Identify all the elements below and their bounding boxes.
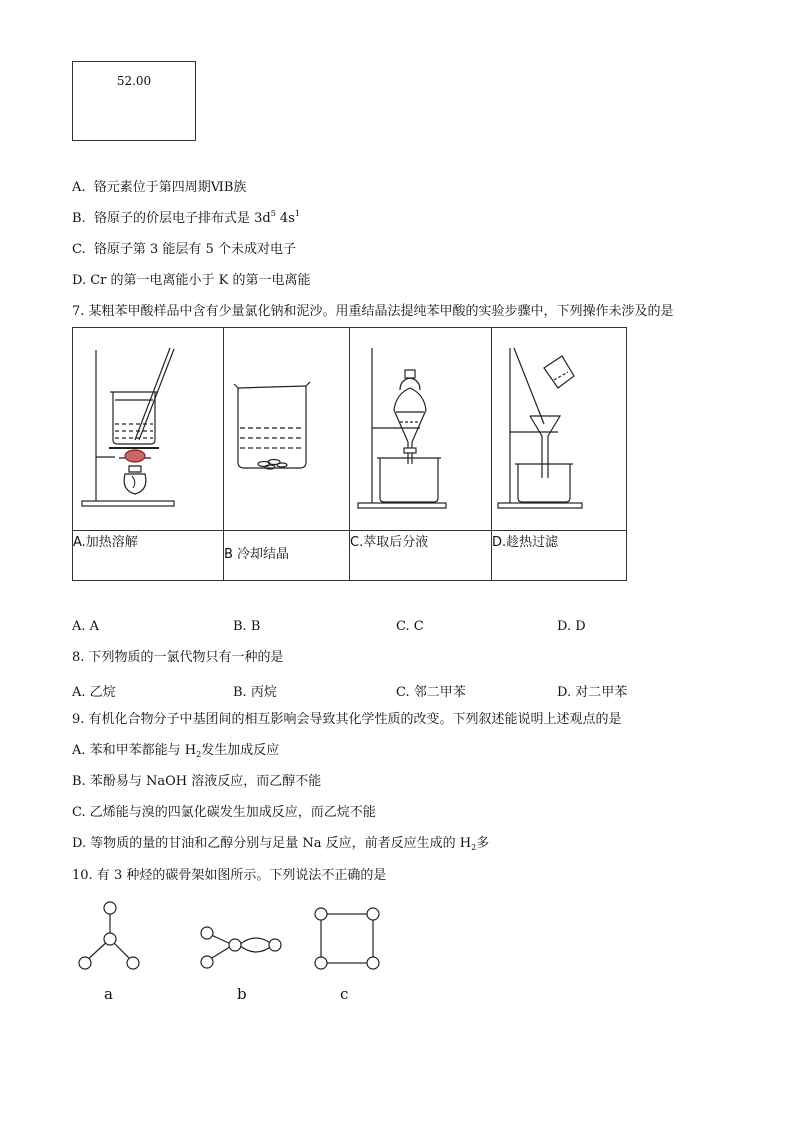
caption-a: A.加热溶解 [73,531,224,581]
apparatus-table [72,327,627,581]
subscript: 2 [471,843,477,852]
skeleton-label-c: c [340,985,349,1003]
skeleton-b-atom [229,939,241,951]
skeleton-c-atom [367,908,379,920]
option-text: Cr 的第一电离能小于 K 的第一电离能 [90,273,311,288]
skeleton-label-a: a [104,985,113,1003]
q9-stem: 9. 有机化合物分子中基团间的相互影响会导致其化学性质的改变。下列叙述能说明上述观点的是 [72,712,622,727]
option-text: A. 苯和甲苯都能与 H [72,743,197,758]
skeleton-b-atom [201,927,213,939]
hot-filtration-diagram [492,328,626,526]
value-text: 52.00 [116,74,152,88]
q6-option-a [72,180,246,196]
option-label: A. [72,180,86,195]
option-text: 发生加成反应 [201,743,280,758]
q7-stem: 7. 某粗苯甲酸样品中含有少量氯化钠和泥沙。用重结晶法提纯苯甲酸的实验步骤中，下列操作未涉及的是 [72,304,674,319]
q7-answer-d: D. D [557,619,586,634]
option-text: 多 [476,836,490,851]
figure-cooling [224,328,350,531]
q9-option-a [72,743,279,759]
figure-extraction [350,328,492,531]
skeleton-a-atom [104,902,116,914]
caption-d: D.趁热过滤 [492,531,627,581]
q7-answer-a: A. A [72,619,100,634]
cooling-crystallize-diagram [224,328,349,526]
skeleton-a-atom [127,957,139,969]
option-label: B. [72,211,86,226]
skeleton-c-ring [321,914,373,963]
q8-answer-d: D. 对二甲苯 [557,685,628,700]
subscript: 2 [196,750,202,759]
option-label: D. [72,273,87,288]
caption-b: B 冷却结晶 [224,531,350,581]
q6-option-b [72,211,300,227]
option-text: D. 等物质的量的甘油和乙醇分别与足量 Na 反应，前者反应生成的 H [72,836,472,851]
option-text: 铬元素位于第四周期ⅥB族 [93,180,247,195]
q10-stem: 10. 有 3 种烃的碳骨架如图所示。下列说法不正确的是 [72,868,387,883]
q7-answer-b: B. B [233,619,261,634]
q7-answer-c: C. C [396,619,424,634]
skeleton-a-atom [104,933,116,945]
superscript: 5 [270,209,276,218]
q8-answer-c: C. 邻二甲苯 [396,685,466,700]
q9-option-c: C. 乙烯能与溴的四氯化碳发生加成反应，而乙烷不能 [72,805,376,820]
superscript: 1 [294,209,300,218]
q6-option-d [72,273,311,289]
skeleton-c-atom [367,957,379,969]
figure-filtration [492,328,627,531]
skeleton-a-atom [79,957,91,969]
skeleton-b-atom [269,939,281,951]
q8-answer-a: A. 乙烷 [72,685,116,700]
caption-c: C.萃取后分液 [350,531,492,581]
option-label: C. [72,242,86,257]
heating-dissolve-diagram [73,328,223,526]
option-text: 4s [275,211,295,226]
skeleton-b-bond [239,945,273,952]
skeleton-c-atom [315,908,327,920]
q9-option-b: B. 苯酚易与 NaOH 溶液反应，而乙醇不能 [72,774,322,789]
figure-heating [73,328,224,531]
q9-option-d [72,836,489,852]
q6-option-c [72,242,296,258]
option-text: 铬原子的价层电子排布式是 3d [93,211,271,226]
q8-answer-b: B. 丙烷 [233,685,277,700]
skeleton-c-atom [315,957,327,969]
skeleton-b-atom [201,956,213,968]
q8-stem: 8. 下列物质的一氯代物只有一种的是 [72,650,284,665]
skeleton-b-bond [239,938,273,945]
skeleton-label-b: b [237,985,247,1003]
extraction-separation-diagram [350,328,491,526]
value-box [72,61,196,141]
option-text: 铬原子第 3 能层有 5 个未成对电子 [93,242,296,257]
